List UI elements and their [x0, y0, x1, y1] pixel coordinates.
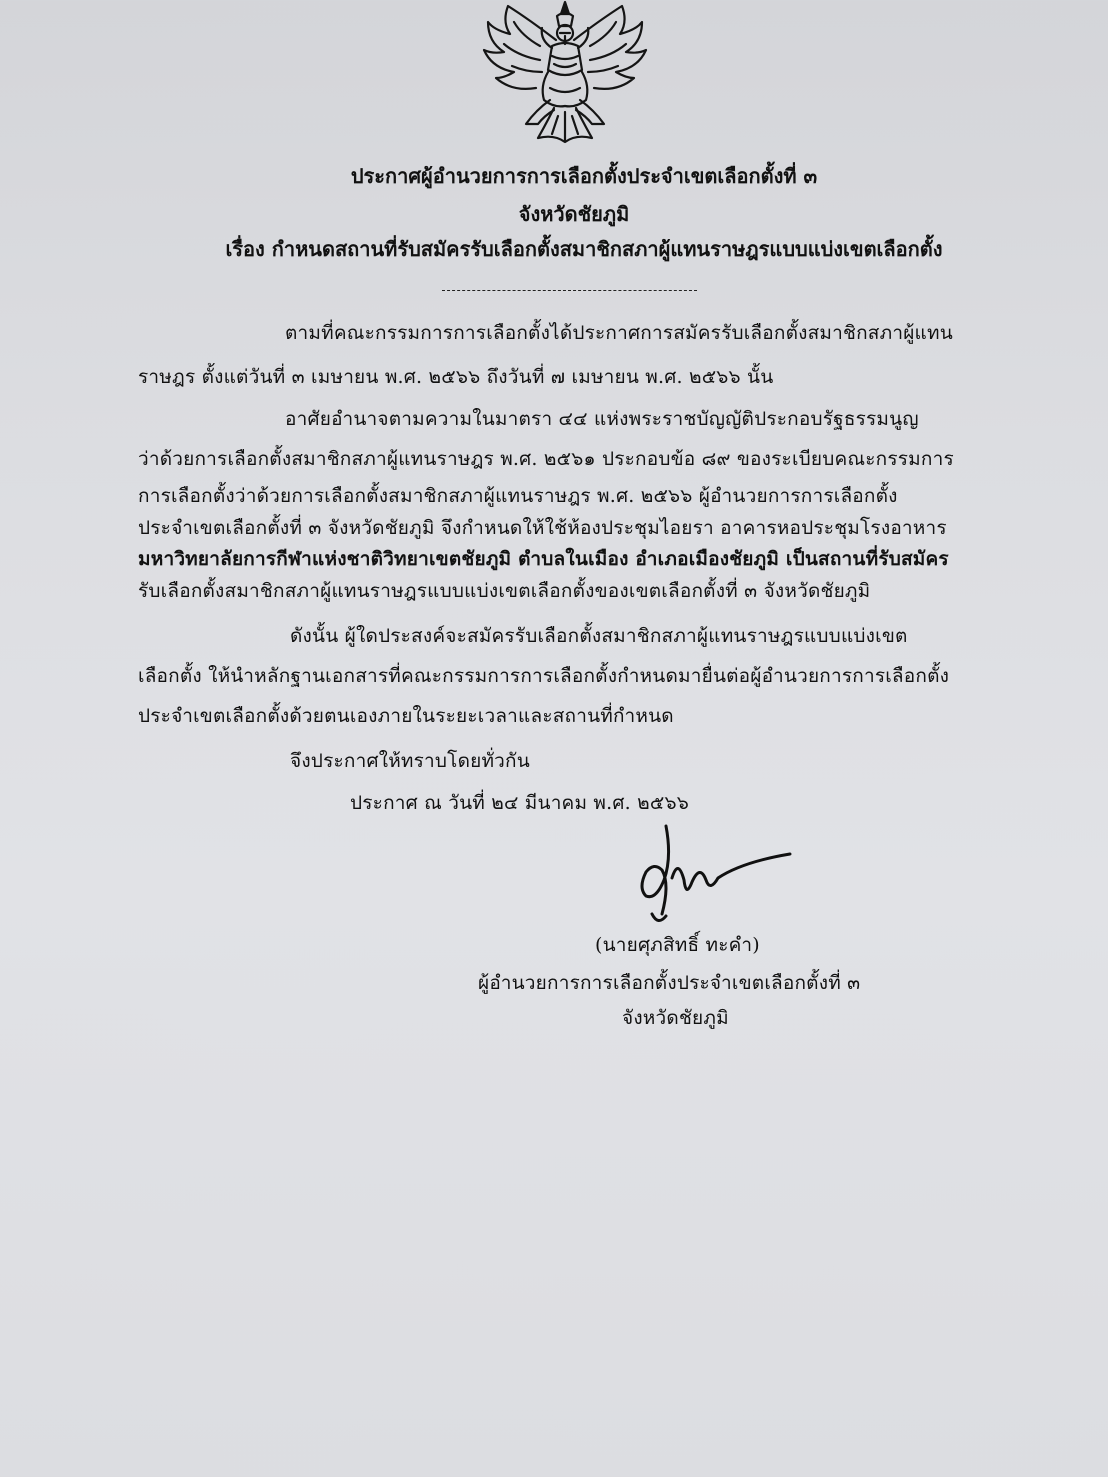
- garuda-emblem-icon: [470, 0, 660, 150]
- body-line: ตามที่คณะกรรมการการเลือกตั้งได้ประกาศการสมัครรับเลือกตั้งสมาชิกสภาผู้แทน: [285, 322, 953, 344]
- body-line: รับเลือกตั้งสมาชิกสภาผู้แทนราษฎรแบบแบ่งเขตเลือกตั้งของเขตเลือกตั้งที่ ๓ จังหวัดชัยภูมิ: [138, 580, 871, 602]
- signer-province: จังหวัดชัยภูมิ: [622, 1007, 729, 1029]
- body-line: อาศัยอำนาจตามความในมาตรา ๔๔ แห่งพระราชบัญญัติประกอบรัฐธรรมนูญ: [285, 408, 919, 430]
- body-line: ดังนั้น ผู้ใดประสงค์จะสมัครรับเลือกตั้งสมาชิกสภาผู้แทนราษฎรแบบแบ่งเขต: [290, 625, 908, 647]
- announcement-subject: เรื่อง กำหนดสถานที่รับสมัครรับเลือกตั้งสมาชิกสภาผู้แทนราษฎรแบบแบ่งเขตเลือกตั้ง: [225, 237, 943, 261]
- body-line: ว่าด้วยการเลือกตั้งสมาชิกสภาผู้แทนราษฎร พ.ศ. ๒๕๖๑ ประกอบข้อ ๘๙ ของระเบียบคณะกรรมการ: [138, 448, 954, 470]
- divider: [442, 290, 697, 291]
- signer-position: ผู้อำนวยการการเลือกตั้งประจำเขตเลือกตั้งที่ ๓: [478, 972, 861, 994]
- announcement-title: ประกาศผู้อำนวยการการเลือกตั้งประจำเขตเลือกตั้งที่ ๓: [350, 164, 818, 188]
- body-line: เลือกตั้ง ให้นำหลักฐานเอกสารที่คณะกรรมการการเลือกตั้งกำหนดมายื่นต่อผู้อำนวยการการเลือกตั้ง: [138, 665, 950, 687]
- body-line: ประจำเขตเลือกตั้งด้วยตนเองภายในระยะเวลาและสถานที่กำหนด: [138, 705, 674, 727]
- signature: [632, 818, 797, 933]
- closing-statement: จึงประกาศให้ทราบโดยทั่วกัน: [290, 750, 530, 772]
- body-line: มหาวิทยาลัยการกีฬาแห่งชาติวิทยาเขตชัยภูมิ ตำบลในเมือง อำเภอเมืองชัยภูมิ เป็นสถานที่รับสมัคร: [138, 548, 949, 570]
- body-line: การเลือกตั้งว่าด้วยการเลือกตั้งสมาชิกสภาผู้แทนราษฎร พ.ศ. ๒๕๖๖ ผู้อำนวยการการเลือกตั้ง: [138, 485, 898, 507]
- announcement-date: ประกาศ ณ วันที่ ๒๔ มีนาคม พ.ศ. ๒๕๖๖: [350, 792, 689, 814]
- announcement-province: จังหวัดชัยภูมิ: [518, 202, 630, 226]
- signer-name: (นายศุภสิทธิ์ ทะคำ): [595, 934, 760, 956]
- body-line: ประจำเขตเลือกตั้งที่ ๓ จังหวัดชัยภูมิ จึงกำหนดให้ใช้ห้องประชุมไอยรา อาคารหอประชุมโรงอาหาร: [138, 517, 947, 539]
- body-line: ราษฎร ตั้งแต่วันที่ ๓ เมษายน พ.ศ. ๒๕๖๖ ถึงวันที่ ๗ เมษายน พ.ศ. ๒๕๖๖ นั้น: [138, 366, 774, 388]
